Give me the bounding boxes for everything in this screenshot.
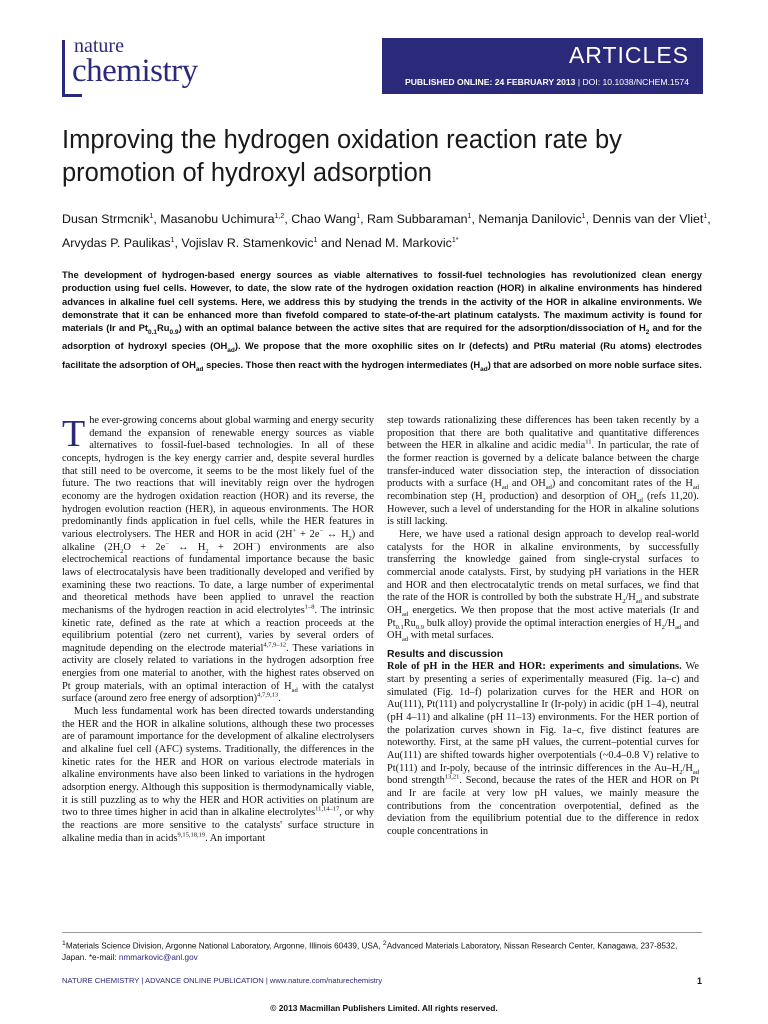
article-title: Improving the hydrogen oxidation reaction rate by promotion of hydroxyl adsorption — [62, 126, 622, 187]
affiliation-marker: 1 — [170, 237, 175, 245]
affiliation-marker: 1 — [356, 213, 361, 220]
section-label: ARTICLES — [568, 42, 689, 68]
body-paragraph: Role of pH in the HER and HOR: experiments and simulations. We start by presenting a series of experimentally measured (Fig. 1a–c) and simulated (Fig. 1d–f) polarization curves for the HER and HOR on Au(111), Pt(111) and polycrystalline Ir (Ir-poly) in acidic (pH 1–4), neutral (pH 4–11) and alkaline (pH 11–13) environments. For the HER portion of the polarization curves shown in Fig. 1a–c, five distinct features are noteworthy. First, at the same pH values, the current–potential curves for Au(111) are shifted towards higher overpotentials (~0.4–0.8 V) relative to Pt(111) and Ir-poly, because of the intrinsic differences in the $Au-H_2/H_{ad}$ bond strength$^{13,21}$. Second, because the rates of the HER and HOR on Pt and Ir are facile at very low pH values, we mainly measure the contributions from the concentration overpotential, defined as the deviation from the equilibrium potential due to the difference in redox couple concentrations in — [387, 661, 699, 837]
intro-paragraph: The ever-growing concerns about global warming and energy security demand the expansion of renewable energy sources as viable alternatives to fossil-fuel-based technologies. In all of these concepts, hydrogen is the key energy carrier and, despite several hurdles that still need to be overcome, it seems to be the most likely fuel of the future. The two reactions that will inevitably reign over the hydrogen economy are the hydrogen oxidation reaction (HOR) and its reverse, the hydrogen evolution reaction (HER), in aqueous environments. The HOR predominantly finds application in fuel cells, while the HER features in various electrolysers. The HER and HOR in acid (2H+ + 2e− ↔ $H_2$) and alkaline ($2H_2O + 2e^-$ ↔ $H_2 + 2OH^-$) environments are also electrochemical reactions of fundamental importance because the basic laws of electrocatalysis have been traditionally developed and verified by examining these two reactions. To date, a large number of experimental and theoretical methods have been applied to unravel the reaction mechanisms of the hydrogen reaction in acid electrolytes$^{1-8}$. The intrinsic kinetic rate, defined as the rate at which a reaction proceeds at the equilibrium potential (zero net current), varies by several orders of magnitude depending on the electrode material$^{4,7,9-12}$. These variations in activity are closely related to variations in the hydrogen adsorption free energies from one material to another, with the highest rates observed on Pt group materials, with an optimal interaction of $H_{ad}$ with the catalyst surface (around zero free energy of adsorption)$^{4,7,9,13}$. — [62, 413, 374, 705]
publication-info — [405, 77, 689, 87]
affiliation-marker: 1 — [149, 213, 154, 220]
author-list: Dusan Strmcnik$^1$, Masanobu Uchimura$^{1,2}$, Chao Wang$^1$, Ram Subbaraman$^1$, Nemanja Danilovic$^1$, Dennis van der Vliet$^1$, Arvydas P. Paulikas$^1$, Vojislav R. Stamenkovic$^1$ and Nenad M. Markovic$^{1*}$ — [62, 212, 711, 251]
separator: | — [575, 77, 583, 87]
author-name: Nemanja Danilovic — [478, 212, 582, 227]
logo-line-1: nature — [74, 35, 124, 57]
body-paragraph: step towards rationalizing these differences has been taken recently by a proposition that there are both qualitative and quantitative differences between the HER in alkaline and acidic media$^{11}$. In particular, the rate of the former reaction is governed by a delicate balance between the charge transfer-induced water dissociation step, the interaction of dissociation products with a surface ($H_{ad}$ and $OH_{ad}$) and concomitant rates of the $H_{ad}$ recombination step ($H_2$ production) and desorption of $OH_{ad}$ (refs 11,20). However, such a level of understanding for the HOR in alkaline solutions is still lacking. — [387, 415, 699, 528]
published-date: PUBLISHED ONLINE: 24 FEBRUARY 2013 — [404, 77, 576, 87]
affiliations-footnote: $^1$Materials Science Division, Argonne National Laboratory, Argonne, Illinois 60439, USA, $^2$Advanced Materials Laboratory, Nissan Research Center, Kanagawa, 237-8532, Japan. *e-mail: nmmarkovic@anl.gov — [62, 940, 678, 963]
section-heading: Results and discussion — [387, 648, 504, 660]
body-paragraph: Much less fundamental work has been directed towards understanding the HER and the HOR in alkaline solutions, although these two processes are of paramount importance for the development of alkaline electrolysers and alkaline fuel cell (AFC) systems. Traditionally, the differences in the kinetic rates for the HER and HOR on various electrode materials in alkaline environments have also been linked to variations in the hydrogen adsorption energy. Although this supposition is thermodynamically viable, it is still puzzling as to why the HER and HOR activities on platinum are two to three times higher in acid than in alkaline electrolytes$^{11,14-17}$, or why the reactions are more sensitive to the catalysts' surface structure in alkaline media than in acids$^{9,15,18,19}$. An important — [62, 706, 374, 844]
author-name: Nenad M. Markovic — [345, 236, 452, 251]
journal-url[interactable]: www.nature.com/naturechemistry — [269, 976, 383, 985]
body-paragraph: Here, we have used a rational design approach to develop real-world catalysts for the HOR in alkaline environments, by successfully transferring the knowledge gained from single-crystal surfaces to commercial anode catalysts. First, by studying pH variations in the HER and HOR and then electrocatalytic trends on metal surfaces, we find that the rate of the HOR is controlled by both the substrate $H_2/H_{ad}$ and substrate $OH_{ad}$ energetics. We then propose that the most active materials (Ir and $Pt_{0.1}Ru_{0.9}$ bulk alloy) provide the optimal interaction energies of $H_2/H_{ad}$ and $OH_{ad}$ with metal surfaces. — [387, 528, 699, 644]
affiliation-marker: 1,2 — [274, 213, 285, 220]
affiliation-marker: 1 — [581, 213, 586, 220]
article-banner — [382, 38, 703, 94]
affiliation-marker: 1 — [467, 213, 472, 220]
journal-name: NATURE CHEMISTRY — [62, 976, 140, 985]
author-name: Vojislav R. Stamenkovic — [181, 236, 314, 251]
page-footer: NATURE CHEMISTRY | ADVANCE ONLINE PUBLICATION | www.nature.com/naturechemistry 1 — [62, 976, 702, 986]
logo-frame — [62, 94, 82, 97]
affiliation-marker: 1 — [313, 237, 318, 245]
body-column-right — [387, 415, 699, 839]
copyright-notice: © 2013 Macmillan Publishers Limited. All rights reserved. — [270, 1003, 498, 1013]
affiliation-marker: 1* — [451, 237, 459, 245]
affiliation-marker: 1 — [703, 213, 708, 220]
subsection-heading: Role of pH in the HER and HOR: experiments and simulations. — [387, 661, 682, 673]
abstract: The development of hydrogen-based energy sources as viable alternatives to fossil-fuel technologies has revolutionized clean energy production using fuel cells. However, to date, the slow rate of the hydrogen oxidation reaction (HOR) in alkaline environments has hindered advances in alkaline fuel cell systems. Here, we address this by studying the trends in the activity of the HOR in alkaline environments. We demonstrate that it can be enhanced more than fivefold compared to state-of-the-art platinum catalysts. The maximum activity is found for materials (Ir and $Pt_{0.1}Ru_{0.9}$) with an optimal balance between the active sites that are required for the adsorption/dissociation of $H_2$ and for the adsorption of hydroxyl species $(OH_{ad})$. We propose that the more oxophilic sites on Ir (defects) and PtRu material (Ru atoms) electrodes facilitate the adsorption of $OH_{ad}$ species. Those then react with the hydrogen intermediates $(H_{ad})$ that are adsorbed on more noble surface sites. — [62, 269, 702, 373]
author-name: Ram Subbaraman — [366, 212, 468, 227]
author-name: Dennis van der Vliet — [592, 212, 704, 227]
author-name: Chao Wang — [291, 212, 357, 227]
logo-frame — [62, 40, 65, 96]
journal-logo — [62, 36, 202, 98]
author-name: Dusan Strmcnik — [62, 212, 150, 227]
publication-type: ADVANCE ONLINE PUBLICATION — [145, 976, 264, 985]
email-link[interactable]: nmmarkovic@anl.gov — [118, 953, 198, 963]
drop-cap: T — [62, 413, 86, 455]
doi[interactable]: DOI: 10.1038/NCHEM.1574 — [582, 77, 689, 87]
body-column-left — [62, 415, 374, 845]
page-number: 1 — [696, 976, 702, 986]
logo-line-2: chemistry — [72, 53, 198, 89]
author-name: Masanobu Uchimura — [160, 212, 275, 227]
footnote-divider — [62, 932, 702, 933]
author-name: Arvydas P. Paulikas — [62, 236, 171, 251]
